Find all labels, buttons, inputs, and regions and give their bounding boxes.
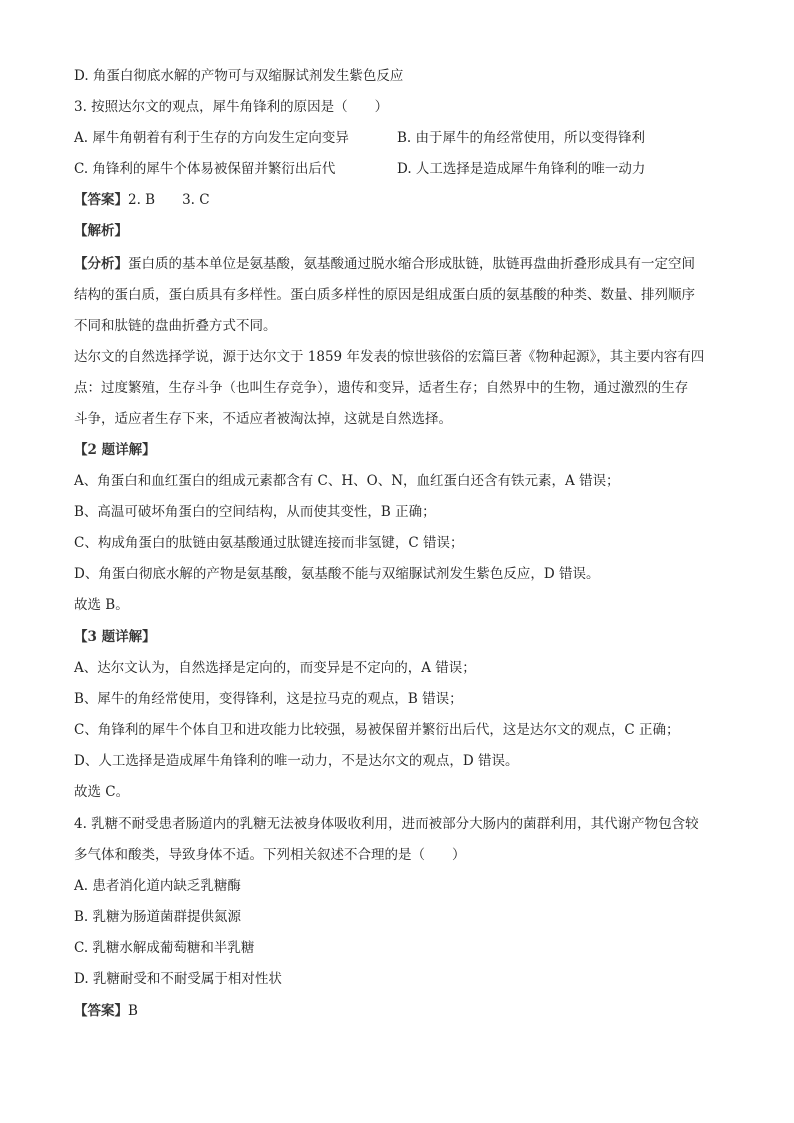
q4-stem-line-0: 4. 乳糖不耐受患者肠道内的乳糖无法被身体吸收利用，进而被部分大肠内的菌群利用，其代谢产物包含较: [74, 816, 699, 832]
q4-option-b: B. 乳糖为肠道菌群提供氮源: [74, 909, 242, 925]
q4-answer-line: [74, 1001, 138, 1021]
q4-option-a: A. 患者消化道内缺乏乳糖酶: [74, 878, 241, 894]
answer-line: [74, 190, 210, 210]
q4-option-c: C. 乳糖水解成葡萄糖和半乳糖: [74, 940, 255, 956]
q3-detail-line-0: A、达尔文认为，自然选择是定向的，而变异是不定向的，A 错误；: [74, 660, 476, 676]
fenxi-line-4: 点：过度繁殖，生存斗争（也叫生存竞争），遗传和变异，适者生存；自然界中的生物，通过激烈的生存: [74, 380, 689, 396]
fenxi-line-0: [74, 254, 695, 274]
fenxi-text-0: 蛋白质的基本单位是氨基酸，氨基酸通过脱水缩合形成肽链，肽链再盘曲折叠形成具有一定空间: [128, 256, 695, 272]
q3-option-b: B. 由于犀牛的角经常使用，所以变得锋利: [397, 130, 646, 146]
q3-detail-line-4: 故选 C。: [74, 784, 130, 800]
q2-detail-tag: 【2 题详解】: [74, 442, 156, 458]
q3-option-a: A. 犀牛角朝着有利于生存的方向发生定向变异: [74, 130, 349, 146]
answer-text: 2. B 3. C: [128, 192, 210, 208]
q4-stem-line-1: 多气体和酸类，导致身体不适。下列相关叙述不合理的是（ ）: [74, 847, 466, 863]
q4-answer-tag: 【答案】: [74, 1003, 128, 1019]
q2-detail-line-3: D、角蛋白彻底水解的产物是氨基酸，氨基酸不能与双缩脲试剂发生紫色反应，D 错误。: [74, 566, 600, 582]
q2-detail-line-2: C、构成角蛋白的肽链由氨基酸通过肽键连接而非氢键，C 错误；: [74, 535, 464, 551]
q2-detail-line-0: A、角蛋白和血红蛋白的组成元素都含有 C、H、O、N，血红蛋白还含有铁元素，A 错误；: [74, 473, 620, 489]
q2-detail-line-1: B、高温可破坏角蛋白的空间结构，从而使其变性，B 正确；: [74, 504, 436, 520]
q3-detail-line-1: B、犀牛的角经常使用，变得锋利，这是拉马克的观点，B 错误；: [74, 691, 463, 707]
q3-option-d: D. 人工选择是造成犀牛角锋利的唯一动力: [397, 161, 646, 177]
fenxi-line-3: 达尔文的自然选择学说，源于达尔文于 1859 年发表的惊世骇俗的宏篇巨著《物种起源》，其主要内容有四: [74, 349, 705, 365]
fenxi-tag: 【分析】: [74, 256, 128, 272]
analysis-tag: 【解析】: [74, 223, 128, 239]
q4-answer-text: B: [128, 1003, 138, 1019]
fenxi-line-2: 不同和肽链的盘曲折叠方式不同。: [74, 318, 277, 334]
q2-detail-line-4: 故选 B。: [74, 597, 129, 613]
q3-detail-tag: 【3 题详解】: [74, 629, 156, 645]
q3-stem: 3. 按照达尔文的观点，犀牛角锋利的原因是（ ）: [74, 99, 389, 115]
fenxi-line-1: 结构的蛋白质，蛋白质具有多样性。蛋白质多样性的原因是组成蛋白质的氨基酸的种类、数量、排列顺序: [74, 287, 695, 303]
answer-tag: 【答案】: [74, 192, 128, 208]
fenxi-line-5: 斗争，适应者生存下来，不适应者被淘汰掉，这就是自然选择。: [74, 411, 452, 427]
q4-option-d: D. 乳糖耐受和不耐受属于相对性状: [74, 971, 282, 987]
q3-option-c: C. 角锋利的犀牛个体易被保留并繁衍出后代: [74, 161, 336, 177]
q2-option-d: D. 角蛋白彻底水解的产物可与双缩脲试剂发生紫色反应: [74, 68, 404, 84]
q3-detail-line-2: C、角锋利的犀牛个体自卫和进攻能力比较强，易被保留并繁衍出后代，这是达尔文的观点，C 正确；: [74, 722, 680, 738]
q3-detail-line-3: D、人工选择是造成犀牛角锋利的唯一动力，不是达尔文的观点，D 错误。: [74, 753, 519, 769]
